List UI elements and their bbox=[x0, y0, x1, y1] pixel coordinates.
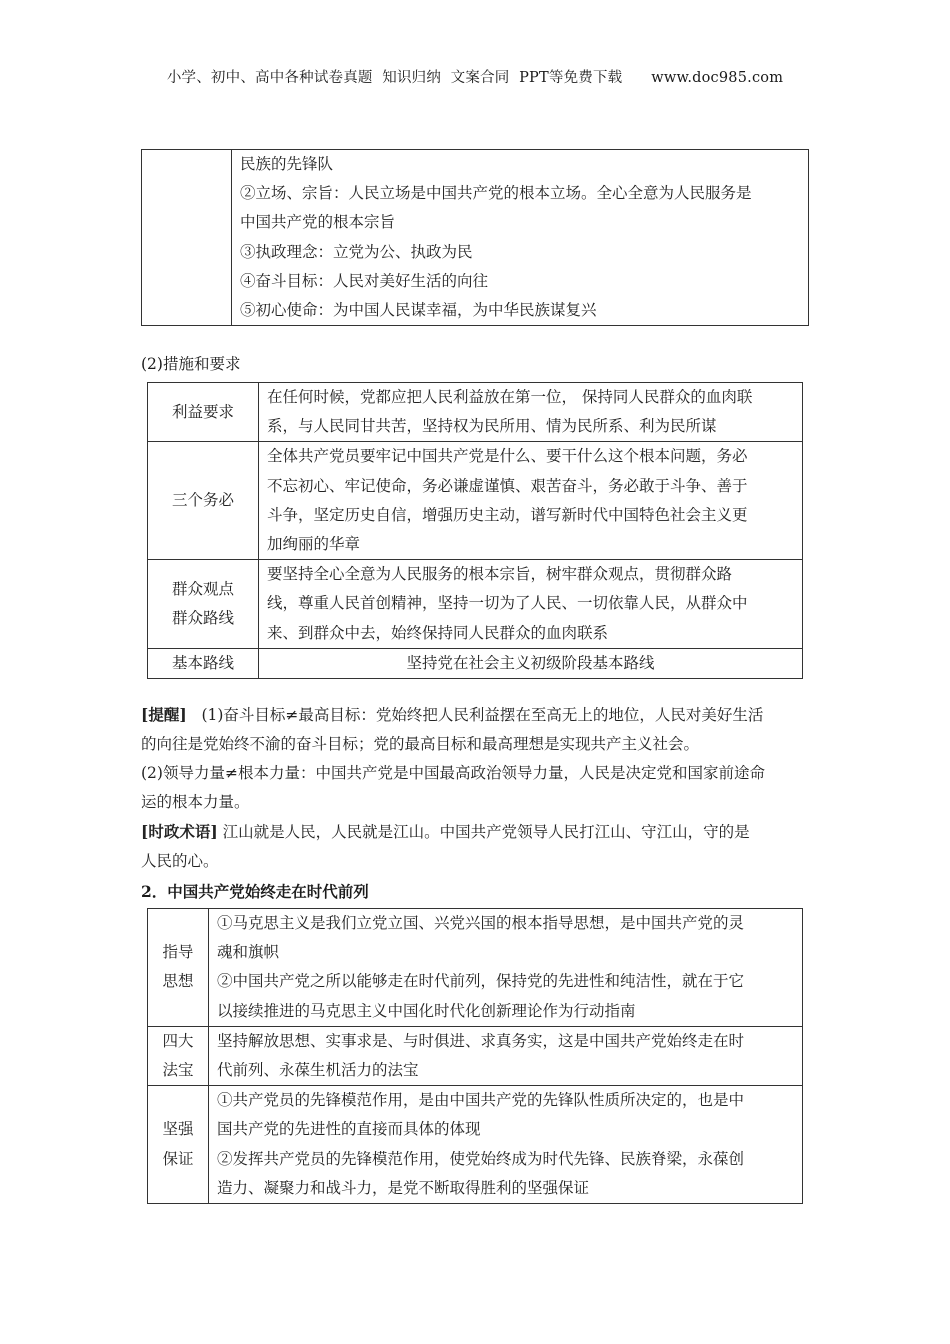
content-cell bbox=[259, 648, 803, 678]
text: 江山就是人民，人民就是江山。中国共产党领导人民打江山、守江山，守的是 bbox=[217, 823, 750, 841]
line: 以接续推进的马克思主义中国化时代化创新理论作为行动指南 bbox=[217, 1001, 636, 1020]
line: 造力、凝聚力和战斗力，是党不断取得胜利的坚强保证 bbox=[217, 1178, 590, 1197]
reminder-block bbox=[141, 700, 811, 876]
line: 坚持党在社会主义初级阶段基本路线 bbox=[406, 653, 655, 672]
table-row bbox=[148, 442, 803, 560]
line: 斗争，坚定历史自信，增强历史主动，谱写新时代中国特色社会主义更 bbox=[267, 505, 748, 524]
table-row bbox=[148, 383, 803, 442]
terms-tag: [时政术语] bbox=[141, 822, 218, 841]
line: 来、到群众中去，始终保持同人民群众的血肉联系 bbox=[267, 623, 609, 642]
table-row bbox=[148, 1086, 803, 1204]
empty-label-cell bbox=[142, 150, 232, 326]
section-title: (2)措施和要求 bbox=[141, 355, 241, 373]
row-label bbox=[148, 560, 259, 649]
line: 民族的先锋队 bbox=[240, 155, 334, 173]
row-label bbox=[148, 1086, 209, 1204]
row-label bbox=[148, 648, 259, 678]
content-cell bbox=[232, 150, 809, 326]
line: 线，尊重人民首创精神，坚持一切为了人民、一切依靠人民，从群众中 bbox=[267, 594, 748, 613]
line: ②中国共产党之所以能够走在时代前列，保持党的先进性和纯洁性，就在于它 bbox=[217, 972, 745, 991]
line: ①马克思主义是我们立党立国、兴党兴国的根本指导思想，是中国共产党的灵 bbox=[217, 914, 745, 932]
table-row bbox=[148, 648, 803, 678]
line: ③执政理念：立党为公、执政为民 bbox=[240, 242, 473, 261]
label-line: 三个务必 bbox=[171, 491, 234, 510]
text: (1)奋斗目标≠最高目标：党始终把人民利益摆在至高无上的地位，人民对美好生活 bbox=[201, 706, 764, 724]
content-cell bbox=[259, 383, 803, 442]
line: 要坚持全心全意为人民服务的根本宗旨，树牢群众观点，贯彻群众路 bbox=[267, 565, 733, 584]
terms-line bbox=[141, 817, 811, 847]
label-line: 法宝 bbox=[162, 1061, 194, 1080]
line: 代前列、永葆生机活力的法宝 bbox=[217, 1061, 419, 1080]
line: ②立场、宗旨：人民立场是中国共产党的根本立场。全心全意为人民服务是 bbox=[240, 184, 752, 203]
line: ⑤初心使命：为中国人民谋幸福，为中华民族谋复兴 bbox=[240, 301, 597, 320]
terms-line: 人民的心。 bbox=[141, 852, 219, 870]
reminder-line bbox=[141, 700, 811, 730]
line: 国共产党的先进性的直接而具体的体现 bbox=[217, 1120, 481, 1139]
line: 加绚丽的华章 bbox=[267, 535, 361, 554]
label-line: 思想 bbox=[162, 972, 194, 991]
content-cell bbox=[209, 1086, 803, 1204]
measures-table bbox=[147, 382, 803, 679]
line: 在任何时候，党都应把人民利益放在第一位， 保持同人民群众的血肉联 bbox=[267, 388, 753, 406]
row-label bbox=[148, 909, 209, 1027]
line: 不忘初心、牢记使命，务必谦虚谨慎、艰苦奋斗，务必敢于斗争、善于 bbox=[267, 476, 748, 495]
content-cell bbox=[259, 560, 803, 649]
line: 中国共产党的根本宗旨 bbox=[240, 213, 396, 232]
reminder-line: 的向往是党始终不渝的奋斗目标；党的最高目标和最高理想是实现共产主义社会。 bbox=[141, 735, 700, 753]
vanguard-table bbox=[147, 908, 803, 1204]
line: 魂和旗帜 bbox=[217, 943, 280, 962]
line: 全体共产党员要牢记中国共产党是什么、要干什么这个根本问题，务必 bbox=[267, 447, 748, 466]
page-header: 小学、初中、高中各种试卷真题 知识归纳 文案合同 PPT等免费下载 www.doc985.com bbox=[166, 70, 784, 86]
label-line: 保证 bbox=[162, 1149, 194, 1168]
table-row bbox=[148, 560, 803, 649]
line: 坚持解放思想、实事求是、与时俱进、求真务实，这是中国共产党始终走在时 bbox=[217, 1031, 745, 1050]
table-row bbox=[142, 150, 809, 326]
reminder-tag: [提醒] bbox=[141, 705, 187, 724]
content-cell bbox=[259, 442, 803, 560]
row-label bbox=[148, 1026, 209, 1085]
table-row bbox=[148, 1026, 803, 1085]
label-line: 四大 bbox=[162, 1031, 194, 1050]
label-line: 基本路线 bbox=[171, 653, 234, 672]
row-label bbox=[148, 442, 259, 560]
label-line: 利益要求 bbox=[171, 402, 234, 421]
row-label bbox=[148, 383, 259, 442]
reminder-line: 运的根本力量。 bbox=[141, 793, 250, 811]
label-line: 群众路线 bbox=[171, 609, 234, 628]
section-title: 2．中国共产党始终走在时代前列 bbox=[141, 882, 369, 901]
content-cell bbox=[209, 1026, 803, 1085]
line: ②发挥共产党员的先锋模范作用，使党始终成为时代先锋、民族脊梁，永葆创 bbox=[217, 1149, 745, 1168]
table-row bbox=[148, 909, 803, 1027]
mission-table bbox=[141, 149, 809, 326]
label-line: 坚强 bbox=[162, 1120, 194, 1139]
line: ①共产党员的先锋模范作用，是由中国共产党的先锋队性质所决定的，也是中 bbox=[217, 1091, 745, 1110]
label-line: 指导 bbox=[162, 943, 194, 962]
content-cell bbox=[209, 909, 803, 1027]
reminder-line: (2)领导力量≠根本力量：中国共产党是中国最高政治领导力量，人民是决定党和国家前途命 bbox=[141, 764, 765, 782]
label-line: 群众观点 bbox=[171, 579, 234, 598]
line: 系，与人民同甘共苦，坚持权为民所用、情为民所系、利为民所谋 bbox=[267, 417, 717, 436]
line: ④奋斗目标：人民对美好生活的向往 bbox=[240, 271, 489, 290]
